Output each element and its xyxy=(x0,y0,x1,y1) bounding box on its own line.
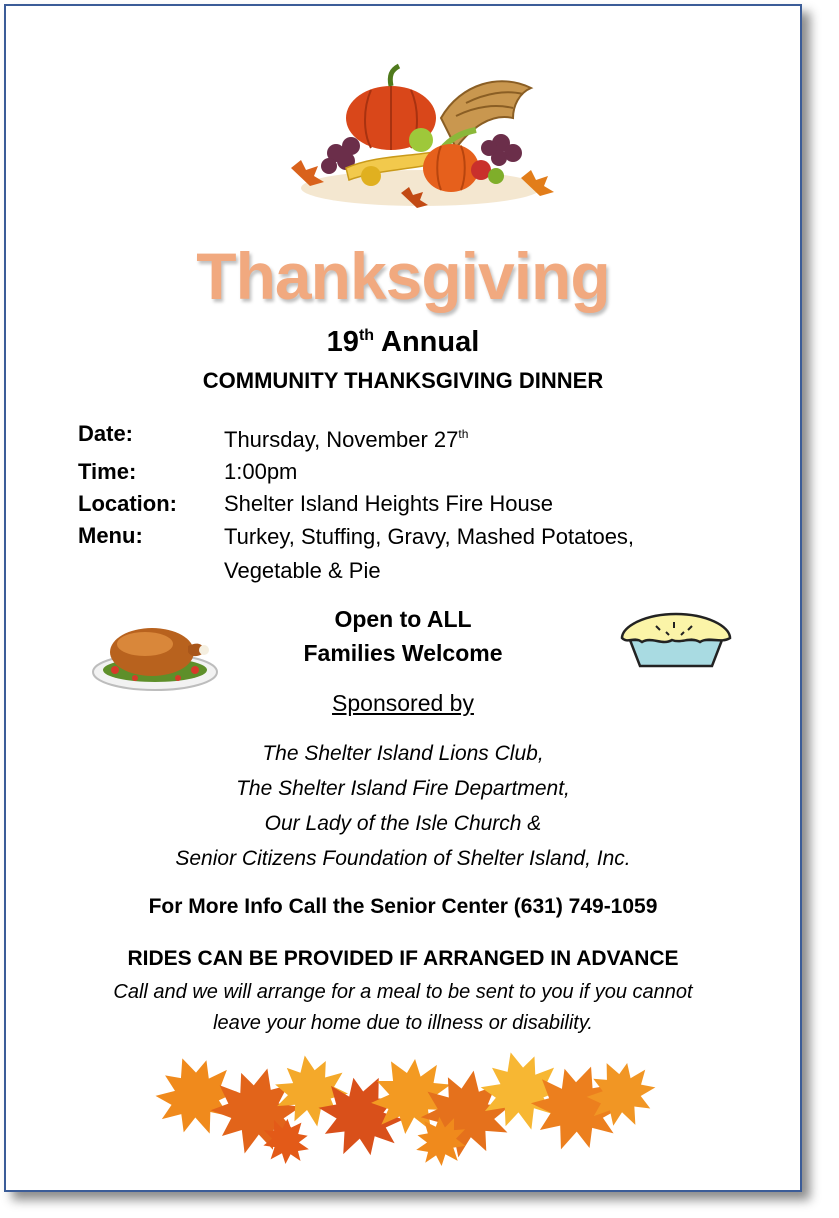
sponsor-2: The Shelter Island Fire Department, xyxy=(236,777,570,800)
event-details xyxy=(78,418,778,588)
flyer-page xyxy=(4,4,802,1192)
sponsor-3: Our Lady of the Isle Church & xyxy=(264,812,542,835)
detail-row-time xyxy=(78,456,778,488)
annual-heading xyxy=(6,326,800,359)
detail-row-location xyxy=(78,488,778,520)
meal-delivery-note xyxy=(6,977,800,1039)
sponsor-4: Senior Citizens Foundation of Shelter Island, Inc. xyxy=(175,847,631,870)
rides-notice: RIDES CAN BE PROVIDED IF ARRANGED IN ADVANCE xyxy=(127,947,679,970)
menu-line-1: Turkey, Stuffing, Gravy, Mashed Potatoes, xyxy=(224,524,635,549)
sponsor-1: The Shelter Island Lions Club, xyxy=(262,742,544,765)
menu-label: Menu: xyxy=(78,523,143,548)
sponsored-by-heading: Sponsored by xyxy=(332,690,474,716)
sponsor-list xyxy=(6,736,800,876)
meal-note-line-2: leave your home due to illness or disability. xyxy=(213,1012,593,1034)
open-line-2: Families Welcome xyxy=(303,640,503,666)
open-line-1: Open to ALL xyxy=(334,606,472,632)
location-value: Shelter Island Heights Fire House xyxy=(224,491,553,516)
autumn-leaves-icon xyxy=(146,1036,666,1171)
pie-icon xyxy=(616,606,736,676)
cornucopia-icon xyxy=(251,58,561,220)
menu-value xyxy=(224,520,778,588)
date-value xyxy=(224,418,778,456)
contact-info: For More Info Call the Senior Center (631) 749-1059 xyxy=(148,895,658,918)
time-value: 1:00pm xyxy=(224,459,298,484)
annual-number: 19 xyxy=(326,326,359,358)
date-text: Thursday, November 27 xyxy=(224,427,459,452)
detail-row-date xyxy=(78,418,778,456)
location-label: Location: xyxy=(78,491,177,516)
date-suffix: th xyxy=(458,427,469,441)
page-title: Thanksgiving xyxy=(196,239,610,313)
meal-note-line-1: Call and we will arrange for a meal to be sent to you if you cannot xyxy=(113,981,693,1003)
detail-row-menu xyxy=(78,520,778,588)
event-subtitle: COMMUNITY THANKSGIVING DINNER xyxy=(202,368,604,393)
date-label: Date: xyxy=(78,421,134,446)
time-label: Time: xyxy=(78,459,137,484)
annual-suffix: th xyxy=(358,327,375,344)
menu-line-2: Vegetable & Pie xyxy=(224,558,381,583)
annual-word: Annual xyxy=(374,326,480,358)
